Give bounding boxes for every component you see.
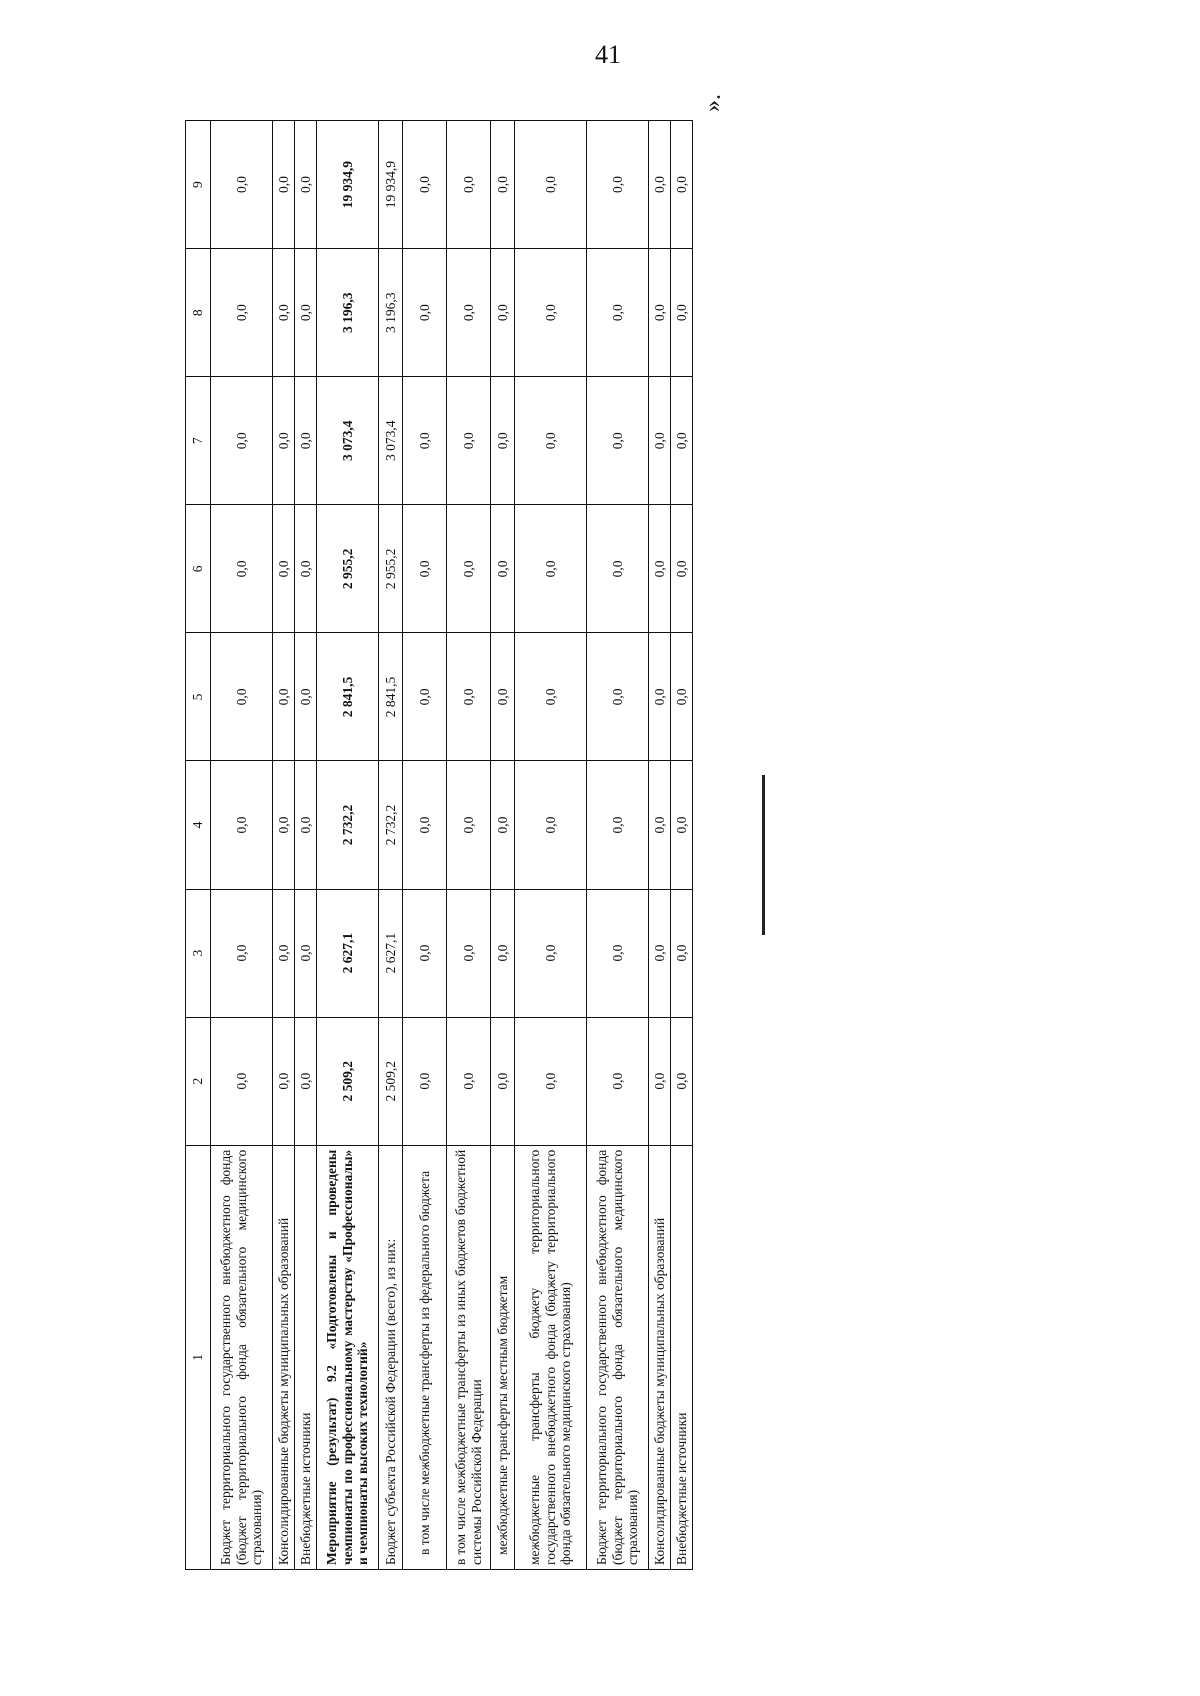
value-cell: 0,0 [211, 633, 273, 761]
row-label: Мероприятие (результат) 9.2 «Подготовлены и проведены чемпионаты по профессиональному мастерству «Профессионалы» и чемпионаты высоких технологий» [317, 1145, 379, 1569]
budget-table [185, 120, 693, 1570]
value-cell: 0,0 [273, 761, 295, 889]
value-cell: 0,0 [671, 761, 693, 889]
value-cell: 0,0 [671, 249, 693, 377]
value-cell: 0,0 [211, 249, 273, 377]
table-row [671, 121, 693, 1570]
table-row [379, 121, 403, 1570]
value-cell: 0,0 [403, 1017, 447, 1145]
value-cell: 0,0 [587, 249, 649, 377]
table-header-row [186, 121, 211, 1570]
value-cell: 2 732,2 [317, 761, 379, 889]
value-cell: 0,0 [587, 505, 649, 633]
value-cell: 0,0 [273, 121, 295, 249]
table-body [211, 121, 693, 1570]
value-cell: 3 196,3 [317, 249, 379, 377]
value-cell: 0,0 [671, 1017, 693, 1145]
value-cell: 0,0 [515, 889, 587, 1017]
value-cell: 0,0 [447, 249, 491, 377]
value-cell: 0,0 [273, 889, 295, 1017]
table-row [587, 121, 649, 1570]
column-header: 2 [186, 1017, 211, 1145]
value-cell: 0,0 [447, 505, 491, 633]
table-row [403, 121, 447, 1570]
column-header: 8 [186, 249, 211, 377]
value-cell: 0,0 [515, 633, 587, 761]
page-number: 41 [595, 40, 621, 69]
value-cell: 0,0 [515, 121, 587, 249]
column-header: 9 [186, 121, 211, 249]
value-cell: 0,0 [447, 377, 491, 505]
value-cell: 0,0 [447, 1017, 491, 1145]
row-label: Консолидированные бюджеты муниципальных образований [649, 1145, 671, 1569]
row-label: Внебюджетные источники [671, 1145, 693, 1569]
rotated-table-container [185, 120, 689, 1570]
value-cell: 0,0 [447, 121, 491, 249]
value-cell: 0,0 [403, 249, 447, 377]
value-cell: 0,0 [649, 633, 671, 761]
row-label: в том числе межбюджетные трансферты из иных бюджетов бюджетной системы Российской Федерации [447, 1145, 491, 1569]
value-cell: 0,0 [403, 633, 447, 761]
value-cell: 0,0 [295, 377, 317, 505]
value-cell: 0,0 [491, 761, 515, 889]
value-cell: 2 841,5 [379, 633, 403, 761]
value-cell: 0,0 [211, 377, 273, 505]
value-cell: 0,0 [403, 377, 447, 505]
value-cell: 0,0 [515, 761, 587, 889]
value-cell: 2 841,5 [317, 633, 379, 761]
value-cell: 0,0 [587, 1017, 649, 1145]
value-cell: 0,0 [447, 633, 491, 761]
value-cell: 0,0 [211, 761, 273, 889]
value-cell: 0,0 [671, 121, 693, 249]
value-cell: 0,0 [491, 249, 515, 377]
value-cell: 0,0 [649, 761, 671, 889]
value-cell: 2 627,1 [379, 889, 403, 1017]
value-cell: 3 073,4 [317, 377, 379, 505]
column-header: 6 [186, 505, 211, 633]
value-cell: 3 196,3 [379, 249, 403, 377]
table-row [447, 121, 491, 1570]
value-cell: 0,0 [649, 505, 671, 633]
value-cell: 0,0 [587, 633, 649, 761]
column-header: 4 [186, 761, 211, 889]
value-cell: 0,0 [403, 505, 447, 633]
value-cell: 2 509,2 [317, 1017, 379, 1145]
value-cell: 0,0 [403, 121, 447, 249]
value-cell: 0,0 [587, 889, 649, 1017]
row-label: межбюджетные трансферты бюджету территориального государственного внебюджетного фонда (бюджету территориального фонда обязательного медицинского страхования) [515, 1145, 587, 1569]
value-cell: 0,0 [295, 633, 317, 761]
value-cell: 0,0 [447, 889, 491, 1017]
table-row [211, 121, 273, 1570]
value-cell: 0,0 [403, 761, 447, 889]
value-cell: 0,0 [273, 505, 295, 633]
value-cell: 0,0 [295, 505, 317, 633]
value-cell: 0,0 [295, 1017, 317, 1145]
value-cell: 0,0 [211, 505, 273, 633]
value-cell: 0,0 [587, 377, 649, 505]
value-cell: 0,0 [211, 889, 273, 1017]
value-cell: 0,0 [587, 121, 649, 249]
value-cell: 0,0 [211, 121, 273, 249]
closing-quote-mark: ». [700, 94, 726, 112]
value-cell: 0,0 [515, 249, 587, 377]
value-cell: 0,0 [491, 633, 515, 761]
value-cell: 0,0 [649, 889, 671, 1017]
value-cell: 0,0 [649, 121, 671, 249]
value-cell: 0,0 [515, 505, 587, 633]
value-cell: 0,0 [587, 761, 649, 889]
value-cell: 0,0 [273, 249, 295, 377]
row-label: межбюджетные трансферты местным бюджетам [491, 1145, 515, 1569]
value-cell: 0,0 [211, 1017, 273, 1145]
value-cell: 0,0 [491, 505, 515, 633]
value-cell: 0,0 [671, 505, 693, 633]
table-row [295, 121, 317, 1570]
value-cell: 0,0 [273, 377, 295, 505]
table-row [317, 121, 379, 1570]
value-cell: 0,0 [491, 377, 515, 505]
value-cell: 0,0 [295, 761, 317, 889]
value-cell: 0,0 [273, 1017, 295, 1145]
table-row [649, 121, 671, 1570]
value-cell: 2 955,2 [379, 505, 403, 633]
value-cell: 0,0 [491, 121, 515, 249]
value-cell: 2 732,2 [379, 761, 403, 889]
value-cell: 0,0 [295, 889, 317, 1017]
row-label: Консолидированные бюджеты муниципальных образований [273, 1145, 295, 1569]
value-cell: 3 073,4 [379, 377, 403, 505]
value-cell: 0,0 [671, 889, 693, 1017]
value-cell: 0,0 [491, 889, 515, 1017]
value-cell: 2 955,2 [317, 505, 379, 633]
value-cell: 0,0 [295, 249, 317, 377]
value-cell: 0,0 [273, 633, 295, 761]
row-label: в том числе межбюджетные трансферты из федерального бюджета [403, 1145, 447, 1569]
table-row [273, 121, 295, 1570]
value-cell: 0,0 [295, 121, 317, 249]
value-cell: 0,0 [649, 249, 671, 377]
value-cell: 0,0 [515, 1017, 587, 1145]
value-cell: 19 934,9 [317, 121, 379, 249]
column-header: 5 [186, 633, 211, 761]
separator-line [762, 775, 765, 935]
table-row [491, 121, 515, 1570]
table-row [515, 121, 587, 1570]
column-header: 1 [186, 1145, 211, 1569]
value-cell: 0,0 [671, 633, 693, 761]
value-cell: 2 509,2 [379, 1017, 403, 1145]
value-cell: 0,0 [671, 377, 693, 505]
value-cell: 0,0 [491, 1017, 515, 1145]
row-label: Бюджет субъекта Российской Федерации (всего), из них: [379, 1145, 403, 1569]
column-header: 3 [186, 889, 211, 1017]
column-header: 7 [186, 377, 211, 505]
row-label: Бюджет территориального государственного внебюджетного фонда (бюджет территориального фонда обязательного медицинского страхования) [587, 1145, 649, 1569]
value-cell: 2 627,1 [317, 889, 379, 1017]
row-label: Бюджет территориального государственного внебюджетного фонда (бюджет территориального фонда обязательного медицинского страхования) [211, 1145, 273, 1569]
value-cell: 0,0 [649, 1017, 671, 1145]
value-cell: 0,0 [403, 889, 447, 1017]
value-cell: 19 934,9 [379, 121, 403, 249]
value-cell: 0,0 [649, 377, 671, 505]
row-label: Внебюджетные источники [295, 1145, 317, 1569]
value-cell: 0,0 [515, 377, 587, 505]
value-cell: 0,0 [447, 761, 491, 889]
